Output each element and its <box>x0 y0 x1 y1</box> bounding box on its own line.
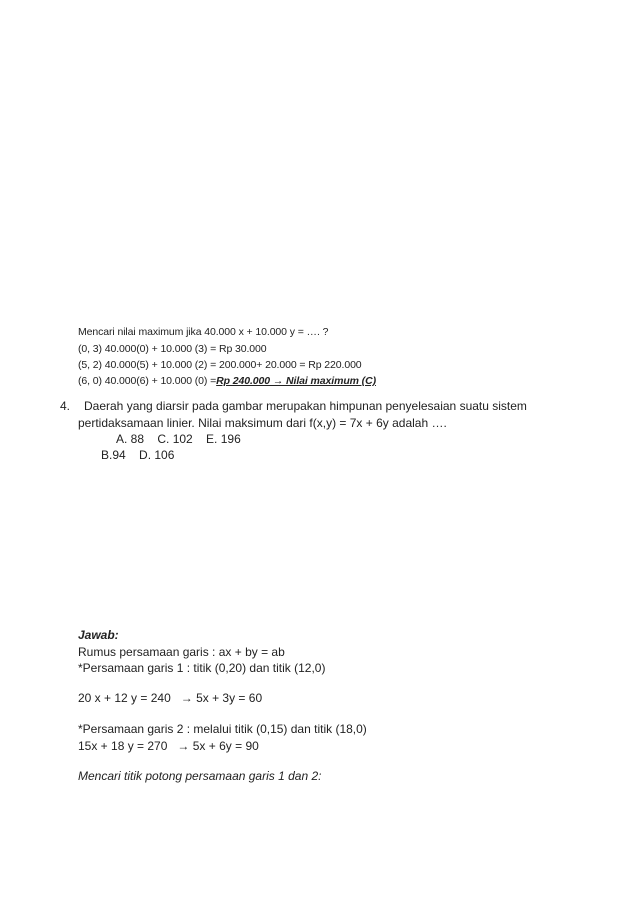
calc-row-3 <box>78 375 376 387</box>
line-2-title: *Persamaan garis 2 : melalui titik (0,15) dan titik (18,0) <box>78 722 367 736</box>
question-text-line-1: Daerah yang diarsir pada gambar merupakan himpunan penyelesaian suatu sistem <box>84 399 527 413</box>
calc-row-2: (5, 2) 40.000(5) + 10.000 (2) = 200.000+ 20.000 = Rp 220.000 <box>78 359 362 371</box>
intersection-heading: Mencari titik potong persamaan garis 1 dan 2: <box>78 769 322 783</box>
line-1-title: *Persamaan garis 1 : titik (0,20) dan titik (12,0) <box>78 661 326 675</box>
question-text-line-2: pertidaksamaan linier. Nilai maksimum dari f(x,y) = 7x + 6y adalah …. <box>78 416 447 430</box>
answer-heading: Jawab: <box>78 628 119 642</box>
calc-intro: Mencari nilai maximum jika 40.000 x + 10.000 y = …. ? <box>78 326 329 338</box>
line-formula: Rumus persamaan garis : ax + by = ab <box>78 645 285 659</box>
line-2-equation: 15x + 18 y = 270 → 5x + 6y = 90 <box>78 739 259 753</box>
line-1-equation: 20 x + 12 y = 240 → 5x + 3y = 60 <box>78 691 263 705</box>
calc-row-3-answer: Rp 240.000 → Nilai maximum (C) <box>216 375 376 387</box>
answer-options-row-2: B.94 D. 106 <box>101 448 175 462</box>
question-number: 4. <box>60 399 71 413</box>
answer-options-row-1: A. 88 C. 102 E. 196 <box>116 432 241 446</box>
calc-row-3-prefix: (6, 0) 40.000(6) + 10.000 (0) = <box>78 375 217 387</box>
calc-row-1: (0, 3) 40.000(0) + 10.000 (3) = Rp 30.000 <box>78 343 267 355</box>
